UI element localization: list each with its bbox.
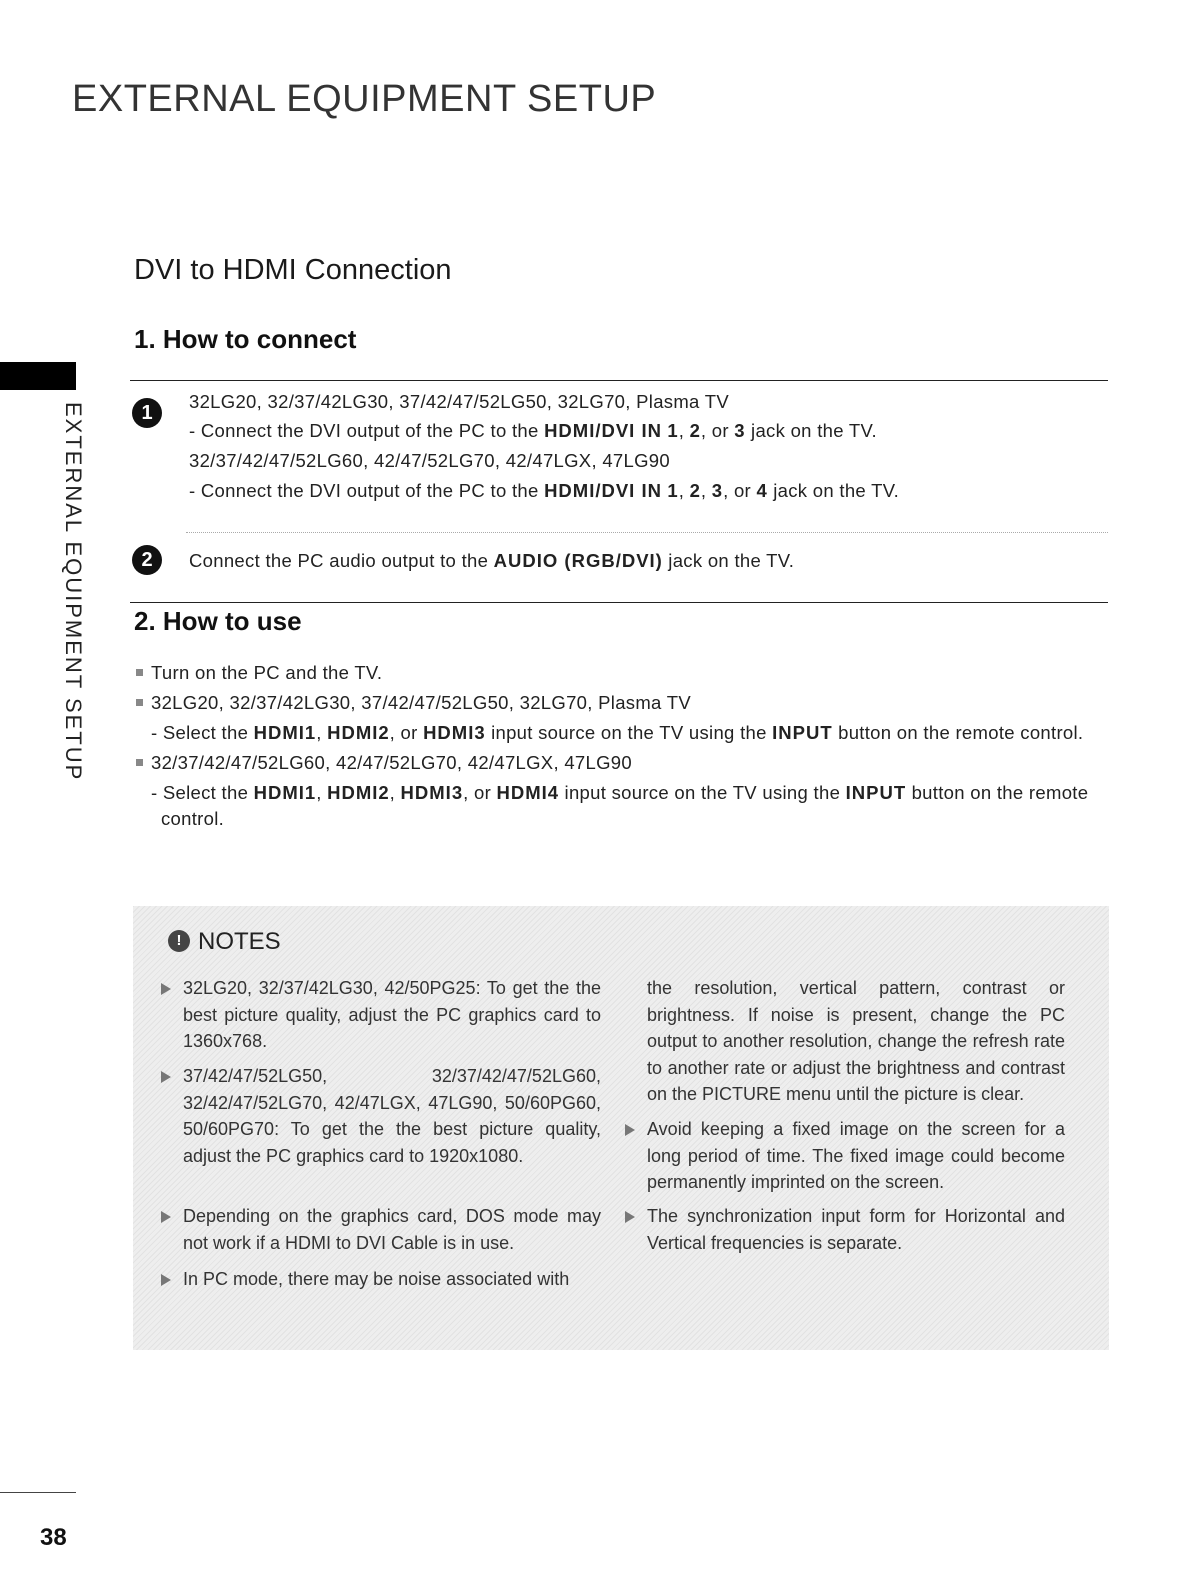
step-1-instruction-a: - Connect the DVI output of the PC to the HDMI/DVI IN 1, 2, or 3 jack on the TV. xyxy=(189,420,877,441)
step-1-number-icon: 1 xyxy=(132,398,162,428)
use-bullet-2-instruction: - Select the HDMI1, HDMI2, or HDMI3 input source on the TV using the INPUT button on the remote control. xyxy=(151,722,1084,743)
side-tab-marker xyxy=(0,362,76,390)
how-to-connect-heading: 1. How to connect xyxy=(134,324,357,354)
dotted-divider xyxy=(186,532,1108,533)
divider xyxy=(130,380,1108,381)
step-2-instruction: Connect the PC audio output to the AUDIO (RGB/DVI) jack on the TV. xyxy=(189,550,795,571)
side-tab-label: EXTERNAL EQUIPMENT SETUP xyxy=(61,402,86,782)
page-title: EXTERNAL EQUIPMENT SETUP xyxy=(72,78,657,120)
exclamation-icon: ! xyxy=(168,930,190,952)
use-bullet-3: 32/37/42/47/52LG60, 42/47/52LG70, 42/47LGX, 47LG90 xyxy=(136,752,632,774)
section-title: DVI to HDMI Connection xyxy=(134,254,452,286)
square-bullet-icon xyxy=(136,669,143,676)
use-bullet-2: 32LG20, 32/37/42LG30, 37/42/47/52LG50, 32LG70, Plasma TV xyxy=(136,692,691,714)
arrow-bullet-icon xyxy=(161,1274,171,1286)
footer-divider xyxy=(0,1492,76,1493)
use-bullet-1: Turn on the PC and the TV. xyxy=(136,662,382,684)
divider xyxy=(130,602,1108,603)
how-to-use-heading: 2. How to use xyxy=(134,606,302,636)
use-bullet-3-instruction-cont: control. xyxy=(161,808,225,829)
arrow-bullet-icon xyxy=(161,983,171,995)
note-2: 37/42/47/52LG50, 32/37/42/47/52LG60, 32/42/47/52LG70, 42/47LGX, 47LG90, 50/60PG60, 50/60PG70: To get the the best picture quality, adjust the PC graphics card to 1920x1080. xyxy=(183,1063,601,1169)
step-2-number-icon: 2 xyxy=(132,545,162,575)
step-1-models-b: 32/37/42/47/52LG60, 42/47/52LG70, 42/47LGX, 47LG90 xyxy=(189,450,670,471)
arrow-bullet-icon xyxy=(161,1071,171,1083)
arrow-bullet-icon xyxy=(625,1211,635,1223)
page-number: 38 xyxy=(40,1524,67,1551)
square-bullet-icon xyxy=(136,699,143,706)
note-4-continued: the resolution, vertical pattern, contrast or brightness. If noise is present, change the PC output to another resolution, change the refresh rate to another rate or adjust the brightness and contrast on the PICTURE menu until the picture is clear. xyxy=(647,978,1065,1104)
arrow-bullet-icon xyxy=(161,1211,171,1223)
arrow-bullet-icon xyxy=(625,1124,635,1136)
square-bullet-icon xyxy=(136,759,143,766)
note-5: Avoid keeping a fixed image on the screen for a long period of time. The fixed image could become permanently imprinted on the screen. xyxy=(647,1116,1065,1196)
note-1: 32LG20, 32/37/42LG30, 42/50PG25: To get the the best picture quality, adjust the PC graphics card to 1360x768. xyxy=(183,975,601,1055)
note-6: The synchronization input form for Horizontal and Vertical frequencies is separate. xyxy=(647,1203,1065,1256)
step-1-models-a: 32LG20, 32/37/42LG30, 37/42/47/52LG50, 32LG70, Plasma TV xyxy=(189,391,729,412)
use-bullet-3-instruction: - Select the HDMI1, HDMI2, HDMI3, or HDMI4 input source on the TV using the INPUT button on the remote xyxy=(151,782,1089,803)
note-4: In PC mode, there may be noise associated with xyxy=(183,1266,601,1293)
note-3: Depending on the graphics card, DOS mode may not work if a HDMI to DVI Cable is in use. xyxy=(183,1203,601,1256)
notes-heading: ! NOTES xyxy=(168,928,281,956)
step-1-instruction-b: - Connect the DVI output of the PC to the HDMI/DVI IN 1, 2, 3, or 4 jack on the TV. xyxy=(189,480,900,501)
